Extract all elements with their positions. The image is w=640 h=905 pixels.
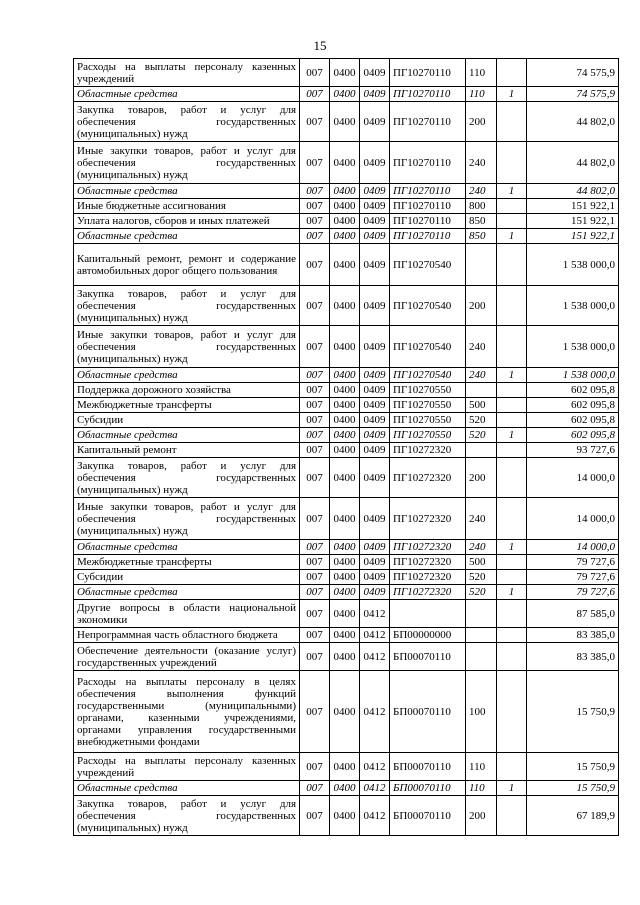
amount-cell: 93 727,6 <box>527 443 619 458</box>
expense-type-cell: 110 <box>466 59 497 87</box>
ministry-code-cell: 007 <box>300 600 330 628</box>
expense-type-cell: 200 <box>466 102 497 142</box>
section-code-cell: 0400 <box>330 643 360 671</box>
table-row <box>74 585 619 600</box>
expense-type-cell <box>466 443 497 458</box>
table-row <box>74 796 619 836</box>
expense-type-cell: 110 <box>466 781 497 796</box>
target-article-cell: БП00070110 <box>390 753 466 781</box>
section-code-cell: 0400 <box>330 428 360 443</box>
section-code-cell: 0400 <box>330 59 360 87</box>
amount-cell: 67 189,9 <box>527 796 619 836</box>
subsection-code-cell: 0409 <box>360 428 390 443</box>
section-code-cell: 0400 <box>330 570 360 585</box>
expense-name-cell: Областные средства <box>74 184 300 199</box>
expense-type-cell <box>466 628 497 643</box>
expense-name-cell: Областные средства <box>74 87 300 102</box>
subsection-code-cell: 0409 <box>360 87 390 102</box>
subsection-code-cell: 0409 <box>360 102 390 142</box>
table-row <box>74 428 619 443</box>
amount-cell: 602 095,8 <box>527 383 619 398</box>
amount-cell: 151 922,1 <box>527 214 619 229</box>
ministry-code-cell: 007 <box>300 229 330 244</box>
expense-type-cell: 850 <box>466 229 497 244</box>
table-row <box>74 458 619 498</box>
amount-cell: 602 095,8 <box>527 413 619 428</box>
table-row <box>74 184 619 199</box>
subsection-code-cell: 0409 <box>360 585 390 600</box>
section-code-cell: 0400 <box>330 781 360 796</box>
expense-type-cell <box>466 600 497 628</box>
expense-type-cell: 240 <box>466 368 497 383</box>
expense-name-cell: Расходы на выплаты персоналу в целях обеспечения выполнения функций государственными (муниципальными) органами, казенными учреждениями, органами управления государственными внебюджетными фондами <box>74 671 300 753</box>
table-row <box>74 413 619 428</box>
funding-source-cell: 1 <box>497 781 527 796</box>
subsection-code-cell: 0409 <box>360 199 390 214</box>
table-row <box>74 368 619 383</box>
funding-source-cell <box>497 413 527 428</box>
subsection-code-cell: 0409 <box>360 214 390 229</box>
table-row <box>74 570 619 585</box>
funding-source-cell <box>497 244 527 286</box>
table-row <box>74 229 619 244</box>
expense-name-cell: Иные закупки товаров, работ и услуг для обеспечения государственных (муниципальных) нужд <box>74 326 300 368</box>
ministry-code-cell: 007 <box>300 214 330 229</box>
subsection-code-cell: 0412 <box>360 643 390 671</box>
target-article-cell: ПГ10270550 <box>390 413 466 428</box>
expense-name-cell: Иные закупки товаров, работ и услуг для обеспечения государственных (муниципальных) нужд <box>74 142 300 184</box>
expense-name-cell: Другие вопросы в области национальной экономики <box>74 600 300 628</box>
amount-cell: 1 538 000,0 <box>527 326 619 368</box>
subsection-code-cell: 0412 <box>360 796 390 836</box>
target-article-cell: ПГ10270110 <box>390 199 466 214</box>
ministry-code-cell: 007 <box>300 199 330 214</box>
funding-source-cell: 1 <box>497 540 527 555</box>
target-article-cell: ПГ10270110 <box>390 184 466 199</box>
table-row <box>74 600 619 628</box>
expense-type-cell: 240 <box>466 498 497 540</box>
ministry-code-cell: 007 <box>300 428 330 443</box>
amount-cell: 44 802,0 <box>527 184 619 199</box>
subsection-code-cell: 0409 <box>360 184 390 199</box>
section-code-cell: 0400 <box>330 326 360 368</box>
expense-type-cell: 520 <box>466 570 497 585</box>
target-article-cell: БП00070110 <box>390 781 466 796</box>
ministry-code-cell: 007 <box>300 796 330 836</box>
subsection-code-cell: 0412 <box>360 600 390 628</box>
section-code-cell: 0400 <box>330 540 360 555</box>
ministry-code-cell: 007 <box>300 59 330 87</box>
expense-type-cell: 200 <box>466 796 497 836</box>
expense-name-cell: Расходы на выплаты персоналу казенных учреждений <box>74 753 300 781</box>
table-row <box>74 555 619 570</box>
target-article-cell: ПГ10270110 <box>390 59 466 87</box>
amount-cell: 15 750,9 <box>527 753 619 781</box>
ministry-code-cell: 007 <box>300 443 330 458</box>
table-row <box>74 214 619 229</box>
subsection-code-cell: 0412 <box>360 753 390 781</box>
section-code-cell: 0400 <box>330 671 360 753</box>
target-article-cell: БП00070110 <box>390 796 466 836</box>
target-article-cell: ПГ10272320 <box>390 540 466 555</box>
target-article-cell: БП00070110 <box>390 643 466 671</box>
funding-source-cell: 1 <box>497 585 527 600</box>
ministry-code-cell: 007 <box>300 540 330 555</box>
target-article-cell: ПГ10270550 <box>390 383 466 398</box>
subsection-code-cell: 0409 <box>360 570 390 585</box>
expense-type-cell: 240 <box>466 142 497 184</box>
amount-cell: 83 385,0 <box>527 628 619 643</box>
amount-cell: 74 575,9 <box>527 87 619 102</box>
ministry-code-cell: 007 <box>300 458 330 498</box>
target-article-cell: ПГ10270110 <box>390 214 466 229</box>
subsection-code-cell: 0412 <box>360 628 390 643</box>
target-article-cell: ПГ10270110 <box>390 229 466 244</box>
expense-type-cell: 110 <box>466 87 497 102</box>
expense-name-cell: Иные бюджетные ассигнования <box>74 199 300 214</box>
section-code-cell: 0400 <box>330 87 360 102</box>
section-code-cell: 0400 <box>330 555 360 570</box>
expense-name-cell: Капитальный ремонт <box>74 443 300 458</box>
target-article-cell: ПГ10272320 <box>390 585 466 600</box>
subsection-code-cell: 0409 <box>360 286 390 326</box>
section-code-cell: 0400 <box>330 498 360 540</box>
funding-source-cell <box>497 600 527 628</box>
funding-source-cell <box>497 671 527 753</box>
section-code-cell: 0400 <box>330 229 360 244</box>
table-row <box>74 286 619 326</box>
amount-cell: 44 802,0 <box>527 142 619 184</box>
target-article-cell: ПГ10270540 <box>390 244 466 286</box>
expense-name-cell: Расходы на выплаты персоналу казенных учреждений <box>74 59 300 87</box>
amount-cell: 151 922,1 <box>527 199 619 214</box>
section-code-cell: 0400 <box>330 413 360 428</box>
amount-cell: 74 575,9 <box>527 59 619 87</box>
ministry-code-cell: 007 <box>300 643 330 671</box>
subsection-code-cell: 0409 <box>360 368 390 383</box>
ministry-code-cell: 007 <box>300 398 330 413</box>
table-row <box>74 102 619 142</box>
expense-name-cell: Областные средства <box>74 368 300 383</box>
target-article-cell: ПГ10270550 <box>390 428 466 443</box>
target-article-cell: ПГ10272320 <box>390 498 466 540</box>
expense-name-cell: Областные средства <box>74 781 300 796</box>
ministry-code-cell: 007 <box>300 628 330 643</box>
ministry-code-cell: 007 <box>300 286 330 326</box>
target-article-cell: ПГ10270110 <box>390 87 466 102</box>
ministry-code-cell: 007 <box>300 753 330 781</box>
expense-type-cell: 500 <box>466 555 497 570</box>
table-row <box>74 142 619 184</box>
subsection-code-cell: 0409 <box>360 229 390 244</box>
ministry-code-cell: 007 <box>300 184 330 199</box>
section-code-cell: 0400 <box>330 796 360 836</box>
expense-name-cell: Иные закупки товаров, работ и услуг для обеспечения государственных (муниципальных) нужд <box>74 498 300 540</box>
subsection-code-cell: 0409 <box>360 244 390 286</box>
target-article-cell: ПГ10270540 <box>390 286 466 326</box>
funding-source-cell <box>497 796 527 836</box>
expense-name-cell: Межбюджетные трансферты <box>74 398 300 413</box>
amount-cell: 15 750,9 <box>527 671 619 753</box>
expense-type-cell: 850 <box>466 214 497 229</box>
amount-cell: 79 727,6 <box>527 555 619 570</box>
budget-table <box>73 58 619 836</box>
expense-type-cell: 240 <box>466 540 497 555</box>
subsection-code-cell: 0409 <box>360 458 390 498</box>
subsection-code-cell: 0412 <box>360 781 390 796</box>
expense-type-cell: 200 <box>466 286 497 326</box>
funding-source-cell <box>497 142 527 184</box>
expense-type-cell <box>466 643 497 671</box>
amount-cell: 602 095,8 <box>527 428 619 443</box>
table-row <box>74 781 619 796</box>
amount-cell: 14 000,0 <box>527 498 619 540</box>
table-row <box>74 753 619 781</box>
expense-name-cell: Областные средства <box>74 229 300 244</box>
ministry-code-cell: 007 <box>300 383 330 398</box>
table-row <box>74 540 619 555</box>
amount-cell: 83 385,0 <box>527 643 619 671</box>
table-row <box>74 643 619 671</box>
expense-name-cell: Закупка товаров, работ и услуг для обеспечения государственных (муниципальных) нужд <box>74 102 300 142</box>
section-code-cell: 0400 <box>330 214 360 229</box>
target-article-cell: БП00070110 <box>390 671 466 753</box>
target-article-cell: ПГ10272320 <box>390 458 466 498</box>
expense-type-cell <box>466 383 497 398</box>
amount-cell: 44 802,0 <box>527 102 619 142</box>
expense-type-cell: 800 <box>466 199 497 214</box>
subsection-code-cell: 0409 <box>360 59 390 87</box>
ministry-code-cell: 007 <box>300 671 330 753</box>
ministry-code-cell: 007 <box>300 781 330 796</box>
target-article-cell: ПГ10270540 <box>390 368 466 383</box>
section-code-cell: 0400 <box>330 443 360 458</box>
funding-source-cell <box>497 753 527 781</box>
section-code-cell: 0400 <box>330 142 360 184</box>
expense-type-cell: 240 <box>466 184 497 199</box>
section-code-cell: 0400 <box>330 286 360 326</box>
amount-cell: 79 727,6 <box>527 585 619 600</box>
target-article-cell <box>390 600 466 628</box>
expense-type-cell: 100 <box>466 671 497 753</box>
table-row <box>74 443 619 458</box>
section-code-cell: 0400 <box>330 368 360 383</box>
subsection-code-cell: 0409 <box>360 498 390 540</box>
target-article-cell: ПГ10272320 <box>390 570 466 585</box>
subsection-code-cell: 0409 <box>360 443 390 458</box>
section-code-cell: 0400 <box>330 458 360 498</box>
funding-source-cell: 1 <box>497 229 527 244</box>
table-row <box>74 383 619 398</box>
subsection-code-cell: 0409 <box>360 555 390 570</box>
subsection-code-cell: 0409 <box>360 383 390 398</box>
expense-type-cell <box>466 244 497 286</box>
target-article-cell: ПГ10270540 <box>390 326 466 368</box>
target-article-cell: ПГ10270110 <box>390 102 466 142</box>
amount-cell: 602 095,8 <box>527 398 619 413</box>
expense-name-cell: Поддержка дорожного хозяйства <box>74 383 300 398</box>
expense-type-cell: 110 <box>466 753 497 781</box>
table-row <box>74 326 619 368</box>
expense-name-cell: Непрограммная часть областного бюджета <box>74 628 300 643</box>
subsection-code-cell: 0409 <box>360 398 390 413</box>
expense-type-cell: 500 <box>466 398 497 413</box>
target-article-cell: ПГ10272320 <box>390 555 466 570</box>
expense-type-cell: 240 <box>466 326 497 368</box>
target-article-cell: ПГ10270110 <box>390 142 466 184</box>
ministry-code-cell: 007 <box>300 368 330 383</box>
subsection-code-cell: 0412 <box>360 671 390 753</box>
ministry-code-cell: 007 <box>300 244 330 286</box>
amount-cell: 14 000,0 <box>527 540 619 555</box>
expense-name-cell: Капитальный ремонт, ремонт и содержание автомобильных дорог общего пользования <box>74 244 300 286</box>
budget-table-body <box>74 59 619 836</box>
subsection-code-cell: 0409 <box>360 413 390 428</box>
expense-type-cell: 520 <box>466 413 497 428</box>
ministry-code-cell: 007 <box>300 555 330 570</box>
section-code-cell: 0400 <box>330 199 360 214</box>
expense-name-cell: Закупка товаров, работ и услуг для обеспечения государственных (муниципальных) нужд <box>74 796 300 836</box>
expense-name-cell: Уплата налогов, сборов и иных платежей <box>74 214 300 229</box>
table-row <box>74 59 619 87</box>
funding-source-cell <box>497 199 527 214</box>
table-row <box>74 671 619 753</box>
funding-source-cell: 1 <box>497 87 527 102</box>
funding-source-cell <box>497 628 527 643</box>
table-row <box>74 628 619 643</box>
subsection-code-cell: 0409 <box>360 142 390 184</box>
subsection-code-cell: 0409 <box>360 540 390 555</box>
expense-name-cell: Закупка товаров, работ и услуг для обеспечения государственных (муниципальных) нужд <box>74 286 300 326</box>
expense-type-cell: 520 <box>466 585 497 600</box>
table-row <box>74 398 619 413</box>
expense-type-cell: 520 <box>466 428 497 443</box>
table-row <box>74 244 619 286</box>
amount-cell: 79 727,6 <box>527 570 619 585</box>
target-article-cell: ПГ10270550 <box>390 398 466 413</box>
funding-source-cell <box>497 643 527 671</box>
ministry-code-cell: 007 <box>300 326 330 368</box>
funding-source-cell: 1 <box>497 428 527 443</box>
funding-source-cell <box>497 59 527 87</box>
target-article-cell: БП00000000 <box>390 628 466 643</box>
page-number: 15 <box>313 38 327 53</box>
funding-source-cell <box>497 286 527 326</box>
section-code-cell: 0400 <box>330 184 360 199</box>
expense-name-cell: Субсидии <box>74 413 300 428</box>
expense-name-cell: Областные средства <box>74 540 300 555</box>
amount-cell: 1 538 000,0 <box>527 368 619 383</box>
funding-source-cell <box>497 326 527 368</box>
ministry-code-cell: 007 <box>300 102 330 142</box>
funding-source-cell: 1 <box>497 184 527 199</box>
funding-source-cell <box>497 458 527 498</box>
table-row <box>74 498 619 540</box>
expense-name-cell: Областные средства <box>74 585 300 600</box>
section-code-cell: 0400 <box>330 753 360 781</box>
amount-cell: 1 538 000,0 <box>527 286 619 326</box>
amount-cell: 14 000,0 <box>527 458 619 498</box>
amount-cell: 1 538 000,0 <box>527 244 619 286</box>
subsection-code-cell: 0409 <box>360 326 390 368</box>
ministry-code-cell: 007 <box>300 585 330 600</box>
section-code-cell: 0400 <box>330 600 360 628</box>
expense-name-cell: Закупка товаров, работ и услуг для обеспечения государственных (муниципальных) нужд <box>74 458 300 498</box>
funding-source-cell <box>497 570 527 585</box>
funding-source-cell <box>497 214 527 229</box>
section-code-cell: 0400 <box>330 102 360 142</box>
section-code-cell: 0400 <box>330 383 360 398</box>
funding-source-cell <box>497 555 527 570</box>
expense-name-cell: Субсидии <box>74 570 300 585</box>
ministry-code-cell: 007 <box>300 142 330 184</box>
funding-source-cell <box>497 383 527 398</box>
section-code-cell: 0400 <box>330 398 360 413</box>
target-article-cell: ПГ10272320 <box>390 443 466 458</box>
funding-source-cell <box>497 398 527 413</box>
funding-source-cell: 1 <box>497 368 527 383</box>
section-code-cell: 0400 <box>330 244 360 286</box>
amount-cell: 87 585,0 <box>527 600 619 628</box>
funding-source-cell <box>497 102 527 142</box>
section-code-cell: 0400 <box>330 585 360 600</box>
table-row <box>74 199 619 214</box>
table-row <box>74 87 619 102</box>
expense-name-cell: Обеспечение деятельности (оказание услуг) государственных учреждений <box>74 643 300 671</box>
amount-cell: 15 750,9 <box>527 781 619 796</box>
ministry-code-cell: 007 <box>300 413 330 428</box>
ministry-code-cell: 007 <box>300 498 330 540</box>
expense-name-cell: Областные средства <box>74 428 300 443</box>
expense-type-cell: 200 <box>466 458 497 498</box>
expense-name-cell: Межбюджетные трансферты <box>74 555 300 570</box>
ministry-code-cell: 007 <box>300 570 330 585</box>
amount-cell: 151 922,1 <box>527 229 619 244</box>
section-code-cell: 0400 <box>330 628 360 643</box>
funding-source-cell <box>497 443 527 458</box>
ministry-code-cell: 007 <box>300 87 330 102</box>
funding-source-cell <box>497 498 527 540</box>
